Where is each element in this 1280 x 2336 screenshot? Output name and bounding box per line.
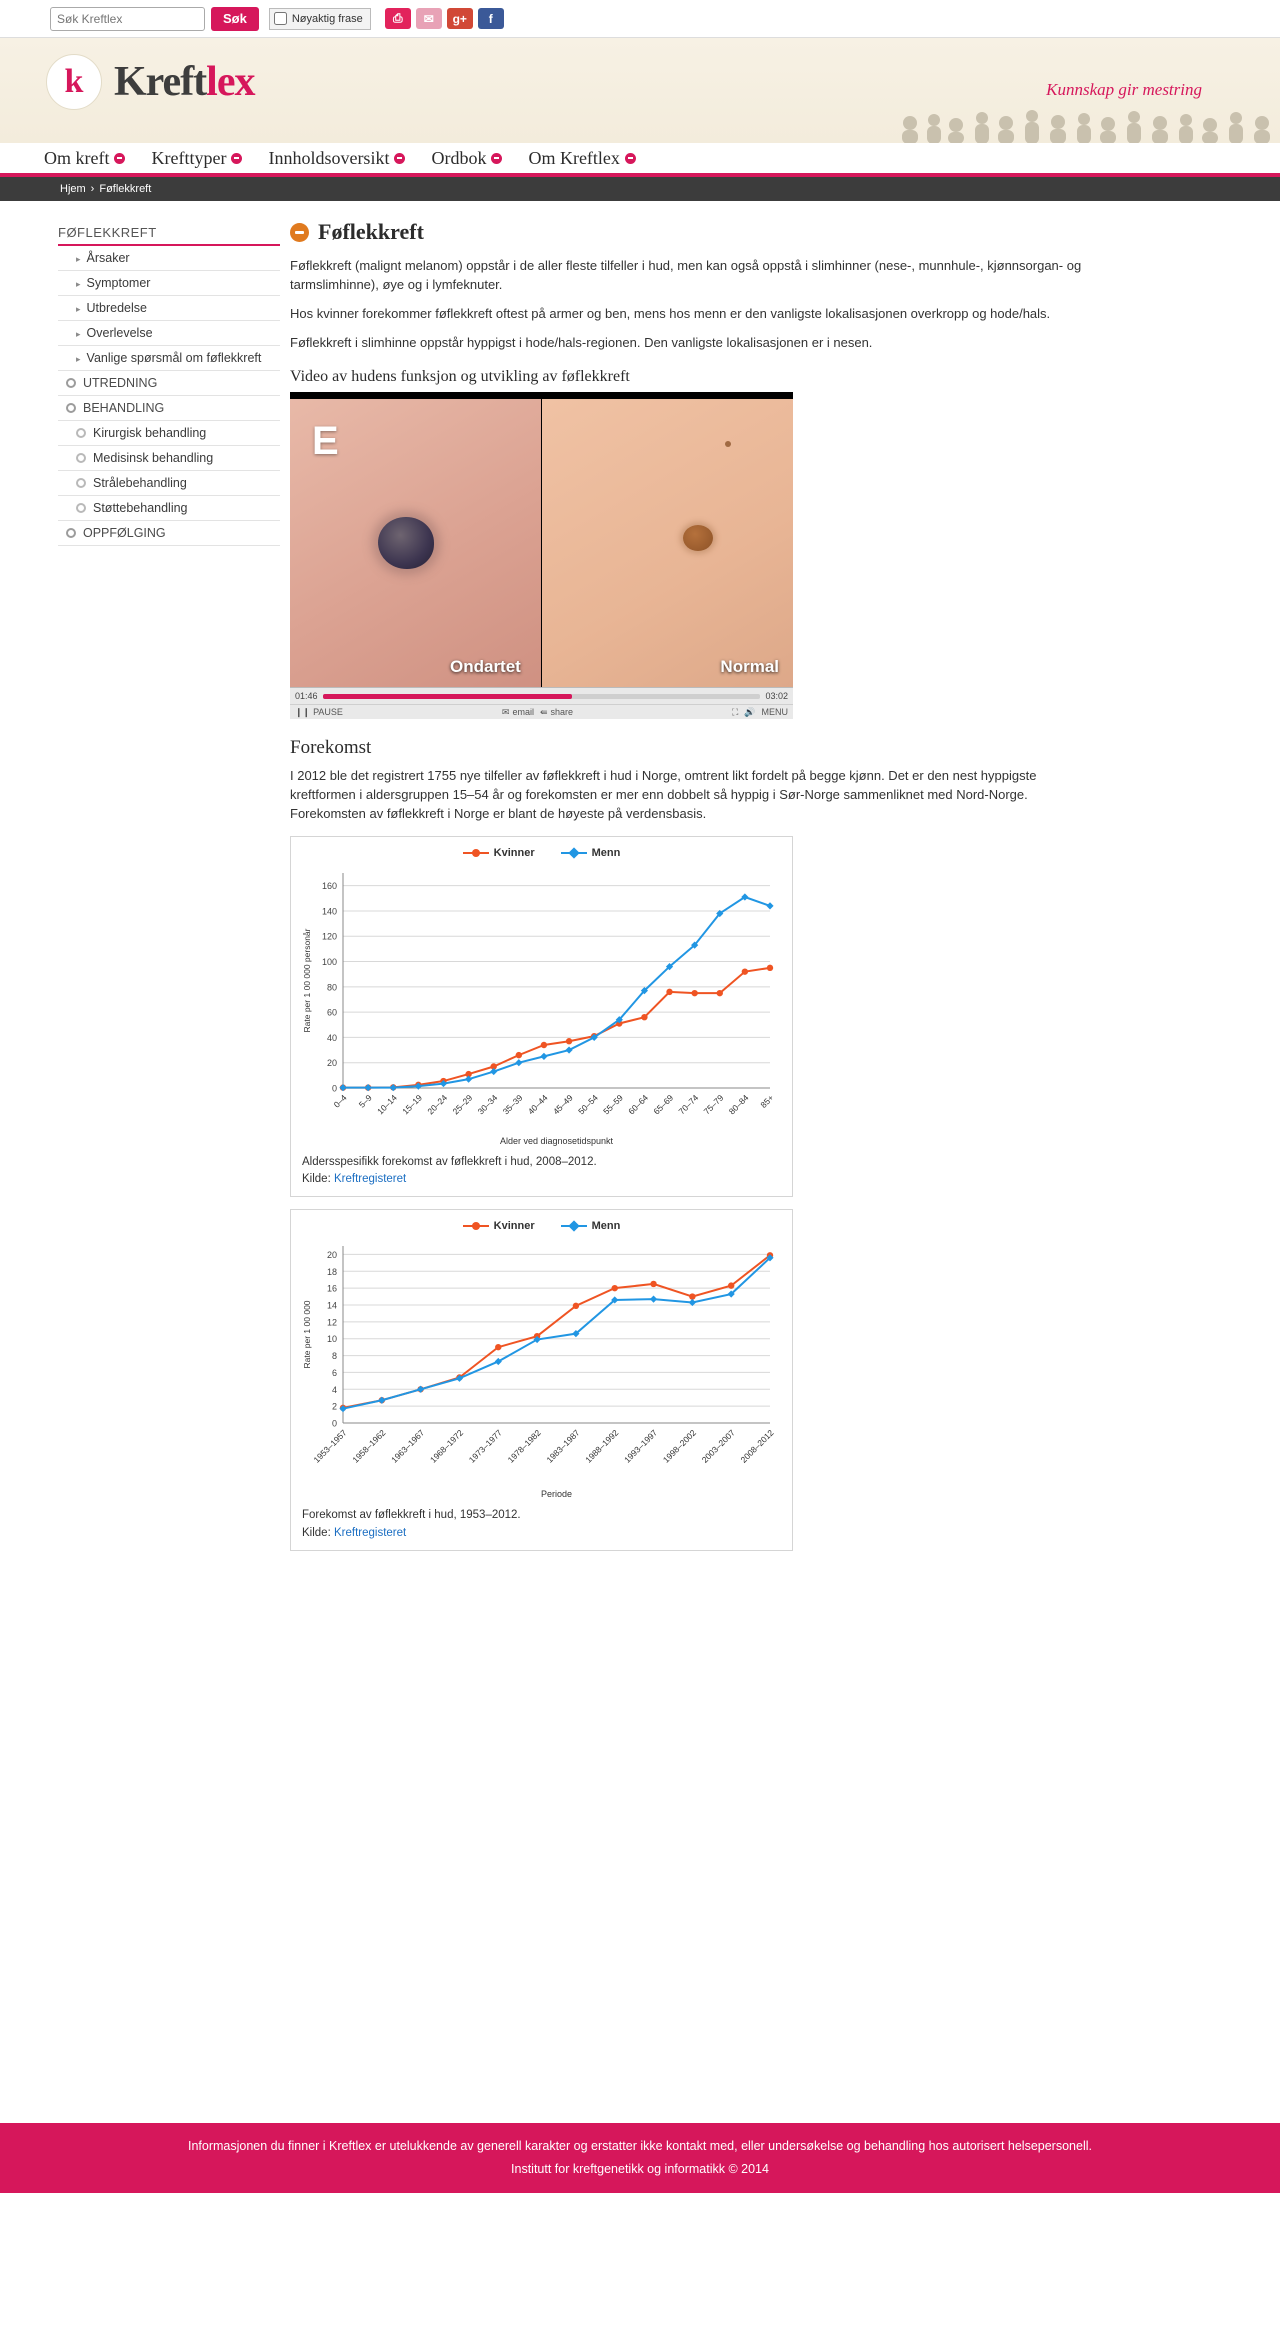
sidebar-item-label: Medisinsk behandling (93, 451, 214, 465)
video-player[interactable] (290, 392, 793, 719)
svg-text:Alder ved diagnosetidspunkt: Alder ved diagnosetidspunkt (499, 1135, 614, 1146)
video-top-bar (290, 392, 793, 399)
svg-text:1993–1997: 1993–1997 (622, 1427, 660, 1466)
circle-bullet-icon (76, 453, 86, 463)
skin-spot-shape (725, 441, 731, 447)
sidebar-item-symptomer[interactable] (58, 271, 280, 296)
volume-icon: 🔊 (744, 706, 756, 717)
fullscreen-icon: ⛶ (731, 706, 739, 717)
video-frame[interactable] (290, 399, 793, 687)
svg-text:25–29: 25–29 (450, 1092, 475, 1117)
video-caption-normal: Normal (720, 657, 779, 677)
svg-text:0: 0 (331, 1418, 337, 1429)
search-input[interactable] (50, 7, 205, 31)
chevron-dropdown-icon (114, 153, 125, 164)
content-area (0, 201, 1280, 2101)
video-progress-bar[interactable] (323, 694, 761, 699)
svg-text:45–49: 45–49 (550, 1092, 575, 1117)
svg-text:35–39: 35–39 (500, 1092, 525, 1117)
sidebar-item-label: Overlevelse (86, 326, 153, 340)
nav-label: Ordbok (431, 147, 487, 168)
svg-text:60–64: 60–64 (626, 1092, 651, 1117)
video-menu-button[interactable] (762, 707, 789, 717)
intro-paragraph-3: Føflekkreft i slimhinne oppstår hyppigst i hode/hals-regionen. Den vanligste lokalisasjonen er i nesen. (290, 334, 873, 350)
sidebar-item-overlevelse[interactable] (58, 321, 280, 346)
page-title-text: Føflekkreft (318, 219, 424, 244)
svg-text:1963–1967: 1963–1967 (389, 1427, 427, 1466)
email-label: email (512, 707, 534, 718)
video-image-normal (542, 399, 793, 687)
svg-text:12: 12 (326, 1317, 337, 1328)
chevron-dropdown-icon (625, 153, 636, 164)
mail-icon[interactable]: ✉ (416, 8, 442, 29)
sidebar-item-utbredelse[interactable] (58, 296, 280, 321)
triangle-right-icon: ▸ (76, 304, 81, 314)
top-bar (0, 0, 1280, 38)
chart2-source (302, 1525, 784, 1542)
svg-text:20–24: 20–24 (425, 1092, 450, 1117)
svg-text:65–69: 65–69 (651, 1092, 676, 1117)
googleplus-icon[interactable]: g+ (447, 8, 473, 29)
video-share-button[interactable] (540, 707, 573, 718)
exact-phrase-input[interactable] (274, 12, 287, 25)
fullscreen-button[interactable] (732, 707, 738, 718)
sidebar-item-behandling[interactable] (58, 396, 280, 421)
nav-item-ordbok[interactable] (431, 148, 502, 169)
search-button[interactable]: Søk (211, 7, 259, 31)
svg-text:1973–1977: 1973–1977 (466, 1427, 504, 1466)
svg-text:1998–2002: 1998–2002 (660, 1427, 699, 1466)
sidebar-item-kirurgisk-behandling[interactable] (58, 421, 280, 446)
nav-item-om-kreftlex[interactable] (528, 148, 635, 169)
topic-icon (290, 223, 309, 242)
svg-text:20: 20 (326, 1058, 337, 1069)
sidebar-item-label: Utbredelse (86, 301, 147, 315)
source-link[interactable]: Kreftregisteret (333, 1526, 407, 1539)
share-icon: ⇚ (539, 706, 548, 717)
circle-bullet-icon (66, 378, 76, 388)
video-time-current: 01:46 (295, 691, 318, 702)
nav-item-krefttyper[interactable] (151, 148, 242, 169)
sidebar-item-stottebehandling[interactable] (58, 496, 280, 521)
source-label: Kilde: (302, 1526, 331, 1539)
legend-marker-icon (561, 1225, 587, 1227)
sidebar-item-label: Støttebehandling (93, 501, 188, 515)
svg-text:20: 20 (326, 1250, 337, 1261)
svg-text:80: 80 (326, 982, 337, 993)
svg-text:1958–1962: 1958–1962 (350, 1427, 388, 1466)
page-title (290, 219, 1100, 245)
volume-button[interactable] (744, 707, 755, 718)
svg-text:10: 10 (326, 1334, 337, 1345)
legend-marker-icon (463, 852, 489, 854)
forekomst-heading: Forekomst (290, 737, 372, 759)
legend-label: Menn (591, 846, 621, 859)
svg-text:8: 8 (331, 1351, 337, 1362)
legend-menn (561, 1220, 621, 1232)
sidebar-item-stralebehandling[interactable] (58, 471, 280, 496)
svg-text:75–79: 75–79 (701, 1092, 726, 1117)
facebook-icon[interactable]: f (478, 8, 504, 29)
video-button-row (290, 704, 793, 719)
sidebar-item-label: Strålebehandling (93, 476, 187, 490)
svg-text:2008–2012: 2008–2012 (738, 1427, 776, 1466)
malignant-mole-shape (378, 517, 434, 569)
intro-paragraph-1: Føflekkreft (malignt melanom) oppstår i de aller fleste tilfeller i hud, men kan også oppstå i slimhinner (nese-, munnhule-, kjønnsorgan- og tarmslimhinne), øye og i lymfeknuter. (290, 258, 1082, 292)
normal-mole-shape (683, 525, 713, 551)
pause-label: PAUSE (313, 707, 343, 718)
circle-bullet-icon (76, 428, 86, 438)
nav-label: Om kreft (44, 147, 110, 168)
svg-text:160: 160 (321, 881, 337, 892)
circle-bullet-icon (76, 503, 86, 513)
menu-label: MENU (761, 707, 788, 718)
breadcrumb-separator: › (90, 183, 95, 195)
triangle-right-icon: ▸ (76, 354, 81, 364)
triangle-right-icon: ▸ (76, 254, 81, 264)
triangle-right-icon: ▸ (76, 279, 81, 289)
svg-text:1978–1982: 1978–1982 (505, 1427, 543, 1466)
legend-kvinner (463, 847, 535, 859)
nav-label: Om Kreftlex (528, 147, 620, 168)
breadcrumb-home[interactable]: Hjem (60, 183, 86, 195)
svg-text:70–74: 70–74 (676, 1092, 701, 1117)
svg-text:15–19: 15–19 (400, 1092, 425, 1117)
svg-text:30–34: 30–34 (475, 1092, 500, 1117)
chart2-legend (299, 1220, 784, 1232)
slogan: Kunnskap gir mestring (1046, 80, 1202, 99)
chart1-legend (299, 847, 784, 859)
chart2-plot (299, 1236, 784, 1501)
mail-icon: ✉ (501, 706, 510, 717)
breadcrumb (0, 177, 1280, 201)
logo-text-primary: Kreft (114, 59, 207, 105)
svg-text:6: 6 (331, 1368, 337, 1379)
logo[interactable] (46, 54, 254, 110)
svg-text:140: 140 (321, 906, 337, 917)
svg-text:120: 120 (321, 931, 337, 942)
svg-text:0: 0 (331, 1083, 337, 1094)
video-heading: Video av hudens funksjon og utvikling av føflekkreft (290, 368, 630, 386)
pause-icon: ❙❙ (295, 706, 311, 717)
svg-text:10–14: 10–14 (375, 1092, 399, 1117)
svg-text:14: 14 (326, 1300, 337, 1311)
svg-text:55–59: 55–59 (601, 1092, 625, 1117)
svg-text:85+: 85+ (758, 1092, 776, 1110)
svg-text:5–9: 5–9 (356, 1092, 374, 1110)
video-email-button[interactable] (502, 707, 534, 718)
svg-text:18: 18 (326, 1267, 337, 1278)
chart-card-period (290, 1209, 793, 1551)
exact-phrase-label: Nøyaktig frase (291, 12, 363, 25)
sidebar-item-medisinsk-behandling[interactable] (58, 446, 280, 471)
legend-kvinner (463, 1220, 535, 1232)
site-footer (0, 2123, 1280, 2193)
video-caption-malignant: Ondartet (450, 657, 521, 677)
sidebar-item-vanlige-sporsmal[interactable] (58, 346, 280, 371)
footer-institute: Institutt for kreftgenetikk og informatikk © 2014 (511, 2161, 769, 2176)
legend-label: Kvinner (493, 846, 535, 859)
svg-text:60: 60 (326, 1007, 337, 1018)
svg-text:2: 2 (331, 1402, 337, 1413)
svg-text:16: 16 (326, 1284, 337, 1295)
chart1-caption-text: Aldersspesifikk forekomst av føflekkreft i hud, 2008–2012. (302, 1155, 597, 1168)
legend-menn (561, 847, 621, 859)
svg-text:Rate per 1 00 000 personår: Rate per 1 00 000 personår (302, 928, 312, 1033)
chevron-dropdown-icon (231, 153, 242, 164)
legend-label: Kvinner (493, 1220, 535, 1233)
logo-text-accent: lex (206, 59, 255, 105)
chart2-caption (299, 1507, 784, 1542)
sidebar-item-label: BEHANDLING (83, 401, 165, 415)
svg-text:1983–1987: 1983–1987 (544, 1427, 582, 1466)
forekomst-paragraph: I 2012 ble det registrert 1755 nye tilfeller av føflekkreft i hud i Norge, omtrent likt fordelt på begge kjønn. Det er den nest hyppigste kreftformen i aldersgruppen 15–54 år og forekomsten er mer enn dobbelt så hyppig i Sør-Norge sammenliknet med Nord-Norge. Forekomsten av føflekkreft i Norge er blant de høyeste på verdensbasis. (290, 768, 1037, 822)
sidebar-list (58, 246, 280, 546)
video-progress-row[interactable] (290, 688, 793, 704)
social-links (385, 8, 504, 29)
sidebar-item-oppfolging[interactable] (58, 521, 280, 546)
chart1-caption (299, 1154, 784, 1189)
sidebar-item-arsaker[interactable] (58, 246, 280, 271)
svg-text:Periode: Periode (540, 1489, 573, 1500)
footer-disclaimer: Informasjonen du finner i Kreftlex er utelukkende av generell karakter og erstatter ikke kontakt med, eller undersøkelse og behandling hos autorisert helsepersonell. (188, 2139, 1092, 2153)
circle-bullet-icon (66, 403, 76, 413)
sidebar-title: FØFLEKKREFT (58, 225, 280, 246)
svg-text:1988–1992: 1988–1992 (583, 1427, 621, 1466)
main-content (280, 219, 1100, 2101)
chart-card-age-specific (290, 836, 793, 1198)
print-icon[interactable]: ⎙ (385, 8, 411, 29)
video-controls[interactable] (290, 687, 793, 719)
svg-text:1968–1972: 1968–1972 (427, 1427, 466, 1466)
svg-text:40–44: 40–44 (525, 1092, 550, 1117)
exact-phrase-checkbox[interactable] (269, 8, 371, 30)
legend-marker-icon (463, 1225, 489, 1227)
pause-button[interactable] (295, 707, 343, 718)
sidebar (0, 219, 280, 2101)
main-navigation (0, 143, 1280, 177)
svg-text:50–54: 50–54 (576, 1092, 600, 1117)
circle-bullet-icon (66, 528, 76, 538)
nav-label: Krefttyper (151, 147, 227, 168)
crowd-silhouette-icon (890, 107, 1280, 143)
sidebar-item-label: OPPFØLGING (83, 526, 166, 540)
sidebar-item-label: UTREDNING (83, 376, 158, 390)
nav-label: Innholdsoversikt (268, 147, 390, 168)
svg-text:0–4: 0–4 (331, 1092, 349, 1110)
sidebar-item-label: Vanlige spørsmål om føflekkreft (86, 351, 262, 365)
logo-icon (46, 54, 102, 110)
legend-label: Menn (591, 1220, 621, 1233)
site-banner (0, 38, 1280, 143)
svg-text:40: 40 (326, 1032, 337, 1043)
breadcrumb-current: Føflekkreft (99, 183, 152, 195)
chart2-caption-text: Forekomst av føflekkreft i hud, 1953–2012. (302, 1509, 521, 1522)
video-overlay-letter: E (312, 419, 339, 464)
circle-bullet-icon (76, 478, 86, 488)
chevron-dropdown-icon (394, 153, 405, 164)
chart1-plot (299, 863, 784, 1148)
intro-paragraph-2: Hos kvinner forekommer føflekkreft oftest på armer og ben, mens hos menn er den vanligste lokalisasjonen overkropp og hode/hals. (290, 305, 1051, 321)
video-time-total: 03:02 (765, 691, 788, 702)
nav-item-innholdsoversikt[interactable] (268, 148, 405, 169)
sidebar-item-utredning[interactable] (58, 371, 280, 396)
sidebar-item-label: Kirurgisk behandling (93, 426, 207, 440)
svg-text:4: 4 (331, 1385, 337, 1396)
source-link[interactable]: Kreftregisteret (333, 1173, 407, 1186)
logo-text (114, 58, 254, 106)
triangle-right-icon: ▸ (76, 329, 81, 339)
svg-text:1953–1957: 1953–1957 (311, 1427, 349, 1466)
legend-marker-icon (561, 852, 587, 854)
chart1-source (302, 1171, 784, 1188)
source-label: Kilde: (302, 1173, 331, 1186)
chevron-dropdown-icon (491, 153, 502, 164)
logo-letter: k (64, 63, 84, 100)
svg-text:80–84: 80–84 (726, 1092, 751, 1117)
svg-text:100: 100 (321, 956, 337, 967)
sidebar-item-label: Årsaker (86, 251, 130, 265)
sidebar-item-label: Symptomer (86, 276, 151, 290)
svg-text:Rate per 1 00 000: Rate per 1 00 000 (302, 1300, 312, 1369)
nav-item-om-kreft[interactable] (44, 148, 125, 169)
svg-text:2003–2007: 2003–2007 (699, 1427, 737, 1466)
share-label: share (550, 707, 574, 718)
